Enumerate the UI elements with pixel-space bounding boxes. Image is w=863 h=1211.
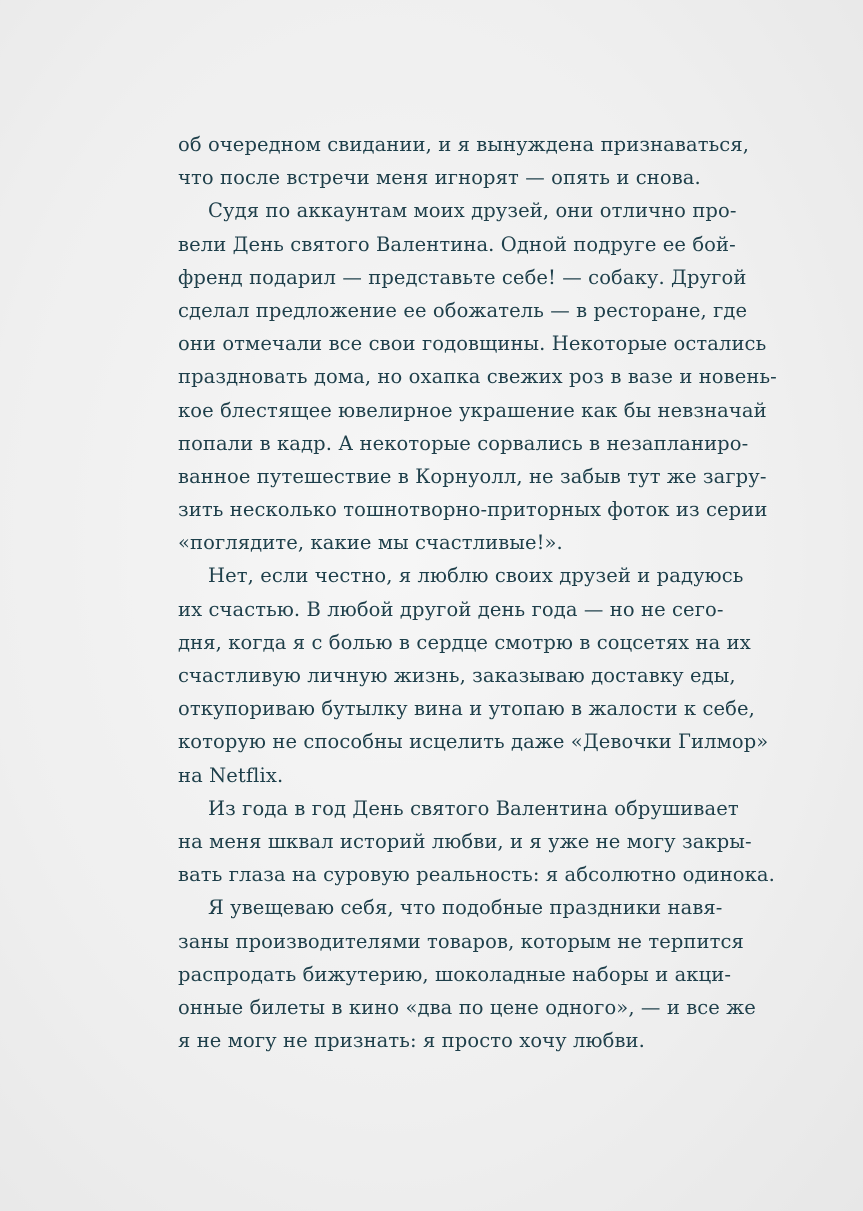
body-text [178, 128, 777, 1057]
text-line: вели День святого Валентина. Одной подруге ее бой- [178, 232, 736, 256]
text-line: об очередном свидании, и я вынуждена признаваться, [178, 133, 750, 156]
text-line: на Netflix. [178, 763, 284, 787]
paragraph [178, 194, 777, 559]
text-line: Я увещеваю себя, что подобные праздники навя- [208, 896, 723, 920]
text-line: откупориваю бутылку вина и утопаю в жалости к себе, [178, 697, 755, 721]
text-line: вать глаза на суровую реальность: я абсолютно одинока. [178, 863, 775, 887]
text-line: Судя по аккаунтам моих друзей, они отлично про- [208, 199, 737, 223]
text-line: праздновать дома, но охапка свежих роз в вазе и новень- [178, 365, 777, 389]
text-line: «поглядите, какие мы счастливые!». [178, 531, 563, 555]
text-line: кое блестящее ювелирное украшение как бы невзначай [178, 398, 767, 422]
text-line: Нет, если честно, я люблю своих друзей и радуюсь [208, 564, 744, 588]
text-line: их счастью. В любой другой день года — но не сего- [178, 597, 724, 621]
text-line: что после встречи меня игнорят — опять и снова. [178, 166, 701, 190]
text-line: я не могу не признать: я просто хочу любви. [178, 1029, 645, 1053]
text-line: френд подарил — представьте себе! — собаку. Другой [178, 265, 747, 289]
text-line: онные билеты в кино «два по цене одного», — и все же [178, 995, 756, 1019]
text-line: попали в кадр. А некоторые сорвались в незапланиро- [178, 431, 749, 455]
text-line: сделал предложение ее обожатель — в ресторане, где [178, 298, 748, 322]
text-line: Из года в год День святого Валентина обрушивает [208, 796, 739, 820]
text-line: счастливую личную жизнь, заказываю доставку еды, [178, 664, 736, 687]
paragraph [178, 891, 756, 1057]
text-line: дня, когда я с болью в сердце смотрю в соцсетях на их [178, 630, 751, 654]
text-line: ванное путешествие в Корнуолл, не забыв тут же загру- [178, 464, 767, 488]
text-line: зить несколько тошнотворно-приторных фоток из серии [178, 498, 768, 522]
paragraph [178, 792, 775, 892]
paragraph [178, 128, 750, 194]
text-line: распродать бижутерию, шоколадные наборы и акци- [178, 962, 732, 986]
text-line: которую не способны исцелить даже «Девочки Гилмор» [178, 730, 769, 754]
text-line: на меня шквал историй любви, и я уже не могу закры- [178, 829, 752, 853]
text-line: заны производителями товаров, которым не терпится [178, 929, 744, 953]
paragraph [178, 559, 769, 791]
text-line: они отмечали все свои годовщины. Некоторые остались [178, 332, 767, 356]
